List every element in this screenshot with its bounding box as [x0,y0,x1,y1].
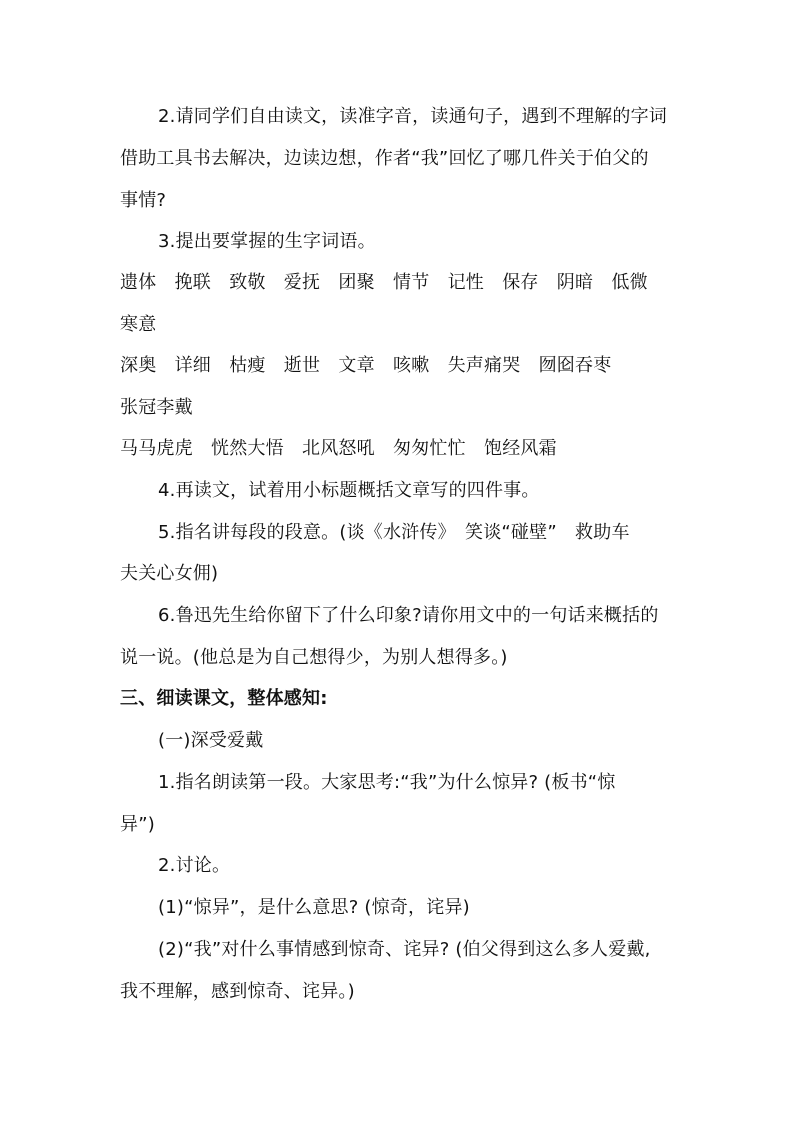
vocab-row-1-cont: 寒意 [120,314,157,335]
item-1-line-2: 异”) [120,814,155,835]
paragraph-5-line-1: 5.指名讲每段的段意。(谈《水浒传》 笑谈“碰壁” 救助车 [158,522,630,543]
paragraph-5-line-2: 夫关心女佣) [120,563,219,584]
paragraph-3: 3.提出要掌握的生字词语。 [158,231,376,252]
item-2-sub-2-line-2: 我不理解，感到惊奇、诧异。) [120,981,355,1002]
paragraph-4: 4.再读文，试着用小标题概括文章写的四件事。 [158,480,540,501]
item-2-sub-1: (1)“惊异”，是什么意思? (惊奇，诧异) [158,897,470,918]
vocab-row-2-cont: 张冠李戴 [120,397,193,418]
vocab-row-2: 深奥 详细 枯瘦 逝世 文章 咳嗽 失声痛哭 囫囵吞枣 [120,355,612,376]
vocab-row-1: 遗体 挽联 致敬 爱抚 团聚 情节 记性 保存 阴暗 低微 [120,272,648,293]
item-2: 2.讨论。 [158,855,231,876]
item-1-line-1: 1.指名朗读第一段。大家思考:“我”为什么惊异? (板书“惊 [158,772,616,793]
subsection-heading-1: (一)深受爱戴 [158,730,264,751]
paragraph-6-line-1: 6.鲁迅先生给你留下了什么印象?请你用文中的一句话来概括的 [158,605,659,626]
section-heading-3: 三、细读课文，整体感知: [120,688,328,709]
item-2-sub-2-line-1: (2)“我”对什么事情感到惊奇、诧异? (伯父得到这么多人爱戴, [158,939,651,960]
paragraph-2-line-3: 事情? [120,190,167,211]
paragraph-2-line-2: 借助工具书去解决，边读边想，作者“我”回忆了哪几件关于伯父的 [120,148,649,169]
paragraph-6-line-2: 说一说。(他总是为自己想得少，为别人想得多。) [120,647,508,668]
paragraph-2-line-1: 2.请同学们自由读文，读准字音，读通句子，遇到不理解的字词 [158,106,667,127]
vocab-row-3: 马马虎虎 恍然大悟 北风怒吼 匆匆忙忙 饱经风霜 [120,438,557,459]
